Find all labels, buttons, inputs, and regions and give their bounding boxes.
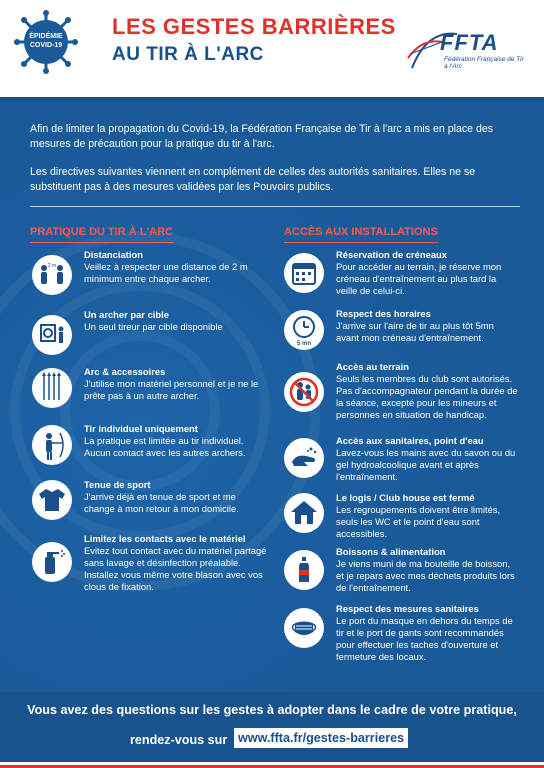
footer-prompt: rendez-vous sur [130,733,228,747]
handwash-icon [284,438,324,478]
list-item [336,249,518,297]
no-companion-icon [284,372,324,412]
title-underline [30,242,173,243]
list-item [336,361,518,421]
item-text: Lavez-vous les mains avec du savon ou du gel hydroalcoolique avant et après l'entraînement. [336,447,516,482]
item-title: Tir individuel uniquement [84,423,198,434]
mask-icon [284,608,324,648]
left-column-title [30,226,173,238]
divider [30,206,520,207]
spray-icon [32,542,72,582]
item-title: Arc & accessoires [84,366,166,377]
bottle-icon [284,550,324,590]
list-item [84,366,269,402]
list-item [336,603,518,663]
logo-subtitle: Fédération Française de Tir à l'Arc [444,56,524,70]
item-text: Un seul tireur par cible disponible [84,321,223,332]
item-text: Veillez à respecter une distance de 2 m minimum entre chaque archer. [84,261,248,284]
list-item [84,533,269,593]
item-title: Limitez les contacts avec le matériel [84,533,246,544]
item-title: Tenue de sport [84,479,151,490]
distancing-icon [32,255,72,295]
list-item [84,423,269,459]
item-text: Evitez tout contact avec du matériel partagé sans lavage et désinfection préalable. Installez vous même votre blason avec vos clous de fixation. [84,545,267,592]
item-title: Boissons & alimentation [336,546,446,557]
target-icon [32,315,72,355]
item-text: La pratique est limitée au tir individuel. Aucun contact avec les autres archers. [84,435,246,458]
item-title: Respect des horaires [336,308,431,319]
covid-badge-text [14,32,78,50]
item-title: Accès au terrain [336,361,409,372]
item-title: Le logis / Club house est fermé [336,492,475,503]
arrows-icon [32,368,72,408]
svg-text:2 m: 2 m [47,263,57,269]
item-text: Le port du masque en dehors du temps de tir et le port de gants sont recommandés pour effectuer les taches d'ouverture et fermeture des locaux. [336,615,513,662]
calendar-icon [284,253,324,293]
tshirt-icon [32,480,72,520]
list-item [84,479,269,515]
title-underline [284,242,438,243]
item-title: Respect des mesures sanitaires [336,603,479,614]
item-text: J'arrive sur l'aire de tir au plus tôt 5mn avant mon créneau d'entraînement. [336,320,494,343]
right-column-title [284,226,438,238]
item-text: J'arrive déjà en tenue de sport et me change à mon retour à mon domicile. [84,491,239,514]
footer-question: Vous avez des questions sur les gestes à adopter dans le cadre de votre pratique, [27,703,517,717]
list-item [336,435,518,483]
badge-line-1: ÉPIDÉMIE [29,33,63,40]
logo-name: FFTA [440,30,499,55]
item-title: Réservation de créneaux [336,249,447,260]
item-text: Je viens muni de ma bouteille de boisson, et je repars avec mes déchets produits lors de l'entraînement. [336,558,515,593]
footer-link[interactable]: www.ffta.fr/gestes-barrieres [234,728,408,748]
header [0,0,544,101]
list-item [336,546,518,594]
page-subtitle: AU TIR À L'ARC [112,44,264,65]
item-text: Seuls les membres du club sont autorisés. Pas d'accompagnateur pendant la durée de la séance, excepté pour les mineurs et personnes en situation de handicap. [336,373,518,420]
house-icon [284,493,324,533]
target-ring-decoration [60,331,220,491]
item-text: J'utilise mon matériel personnel et je ne le prête pas à un autre archer. [84,378,259,401]
intro-paragraph-1: Afin de limiter la propagation du Covid-19, la Fédération Française de Tir à l'arc a mis en place des mesures de précaution pour la pratique du tir à l'arc. [30,123,494,150]
page-title: LES GESTES BARRIÈRES [112,14,396,39]
intro-paragraph-2: Les directives suivantes viennent en complément de celles des autorités sanitaires. Elles ne se substituent pas à des mesures validées par les Pouvoirs publics. [30,166,476,193]
right-column-title-text: ACCÈS AUX INSTALLATIONS [284,226,438,238]
archer-icon [32,425,72,465]
item-title: Un archer par cible [84,309,169,320]
item-title: Accès aux sanitaires, point d'eau [336,435,484,446]
list-item [84,309,269,333]
item-text: Pour accéder au terrain, je réserve mon créneau d'entraînement au plus tard la veille de celui-ci. [336,261,502,296]
clock-label: 5 mn [296,341,311,347]
list-item [84,249,269,285]
badge-line-2: COVID-19 [29,42,63,49]
item-text: Les regroupements doivent être limités, seuls les WC et le point d'eau sont accessibles. [336,504,501,539]
left-column-title-text: PRATIQUE DU TIR À L'ARC [30,226,173,238]
list-item [336,492,518,540]
item-title: Distanciation [84,249,143,260]
list-item [336,308,518,344]
